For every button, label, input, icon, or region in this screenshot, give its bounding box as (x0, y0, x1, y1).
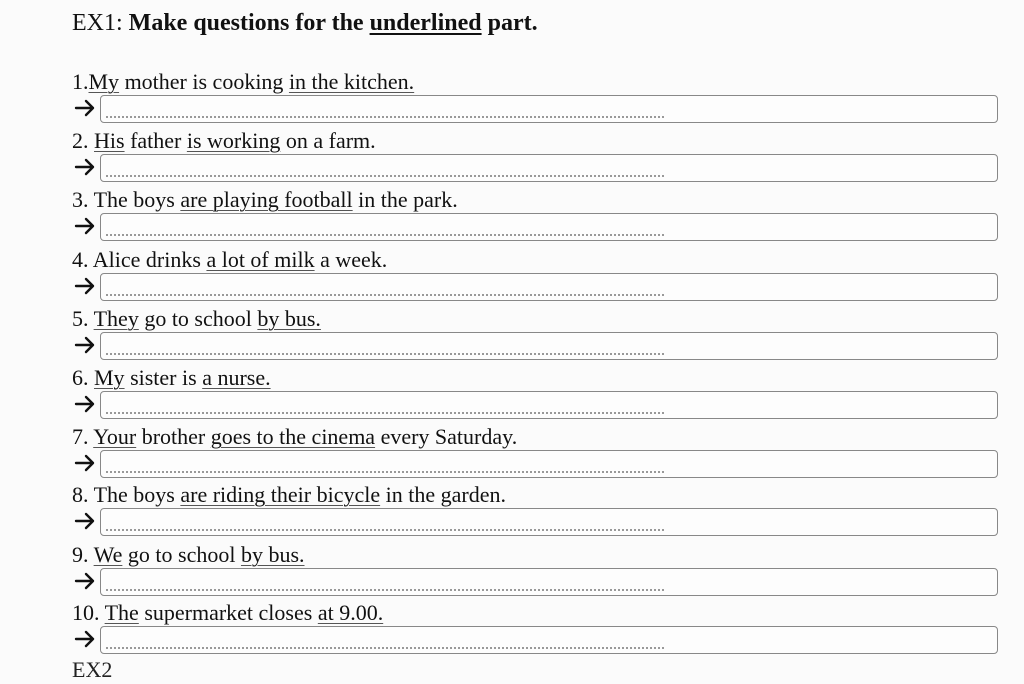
underlined-part: is working (186, 128, 281, 153)
sentence-text: supermarket closes (138, 600, 318, 625)
sentence-text: 7. (72, 424, 94, 449)
exercise-item (72, 305, 1002, 363)
underlined-part: Your (93, 424, 137, 449)
right-arrow-icon (72, 627, 98, 651)
exercise-item (72, 423, 1002, 481)
exercise-item (72, 481, 1002, 539)
exercise-instruction: Make questions for the underlined part. (128, 10, 538, 36)
underlined-part: My (88, 69, 120, 94)
question-sentence (72, 246, 387, 274)
exercise-item (72, 68, 1002, 126)
question-sentence (72, 423, 517, 451)
sentence-text: go to school (138, 306, 258, 331)
answer-input[interactable] (100, 450, 998, 478)
question-sentence (72, 305, 321, 333)
answer-input[interactable] (100, 332, 998, 360)
right-arrow-icon (72, 333, 98, 357)
sentence-text: in the park. (352, 187, 458, 212)
sentence-text: on a farm. (280, 128, 376, 153)
sentence-text: 2. (72, 128, 94, 153)
underlined-part: a nurse. (202, 365, 271, 390)
underlined-part: at 9.00. (317, 600, 384, 625)
question-sentence (72, 541, 305, 569)
exercise-item (72, 541, 1002, 599)
sentence-text: 8. The boys (72, 482, 181, 507)
next-exercise-partial: EX2 (72, 657, 113, 682)
right-arrow-icon (72, 155, 98, 179)
exercise-title (72, 8, 538, 38)
sentence-text: 10. (72, 600, 105, 625)
sentence-text: sister is (124, 365, 203, 390)
instruction-underlined-word: underlined (369, 10, 482, 36)
underlined-part: We (93, 542, 123, 567)
answer-input[interactable] (100, 391, 998, 419)
sentence-text: 9. (72, 542, 94, 567)
exercise-item (72, 127, 1002, 185)
underlined-part: The (104, 600, 139, 625)
sentence-text: 3. The boys (72, 187, 181, 212)
sentence-text: every Saturday. (375, 424, 518, 449)
right-arrow-icon (72, 451, 98, 475)
underlined-part: goes to the cinema (210, 424, 376, 449)
right-arrow-icon (72, 509, 98, 533)
question-sentence (72, 599, 383, 627)
sentence-text: 6. (72, 365, 94, 390)
question-sentence (72, 68, 414, 96)
question-sentence (72, 127, 376, 155)
sentence-text: father (124, 128, 187, 153)
underlined-part: His (94, 128, 125, 153)
sentence-text: 5. (72, 306, 94, 331)
answer-input[interactable] (100, 626, 998, 654)
underlined-part: by bus. (257, 306, 321, 331)
question-sentence (72, 481, 506, 509)
question-sentence (72, 364, 271, 392)
underlined-part: are playing football (180, 187, 353, 212)
right-arrow-icon (72, 96, 98, 120)
exercise-item (72, 364, 1002, 422)
exercise-item (72, 186, 1002, 244)
underlined-part: in the kitchen. (288, 69, 415, 94)
underlined-part: are riding their bicycle (180, 482, 381, 507)
sentence-text: mother is cooking (119, 69, 289, 94)
exercise-label: EX1: (72, 10, 123, 36)
sentence-text: 1. (72, 69, 89, 94)
answer-input[interactable] (100, 95, 998, 123)
answer-input[interactable] (100, 154, 998, 182)
right-arrow-icon (72, 214, 98, 238)
right-arrow-icon (72, 274, 98, 298)
underlined-part: by bus. (240, 542, 305, 567)
exercise-item (72, 246, 1002, 304)
answer-input[interactable] (100, 508, 998, 536)
right-arrow-icon (72, 392, 98, 416)
answer-input[interactable] (100, 213, 998, 241)
sentence-text: 4. Alice drinks (72, 247, 207, 272)
underlined-part: They (93, 306, 139, 331)
sentence-text: a week. (314, 247, 388, 272)
answer-input[interactable] (100, 273, 998, 301)
underlined-part: My (94, 365, 125, 390)
underlined-part: a lot of milk (206, 247, 315, 272)
exercise-item (72, 599, 1002, 657)
answer-input[interactable] (100, 568, 998, 596)
sentence-text: in the garden. (380, 482, 506, 507)
right-arrow-icon (72, 569, 98, 593)
sentence-text: brother (136, 424, 211, 449)
question-sentence (72, 186, 458, 214)
sentence-text: go to school (122, 542, 241, 567)
